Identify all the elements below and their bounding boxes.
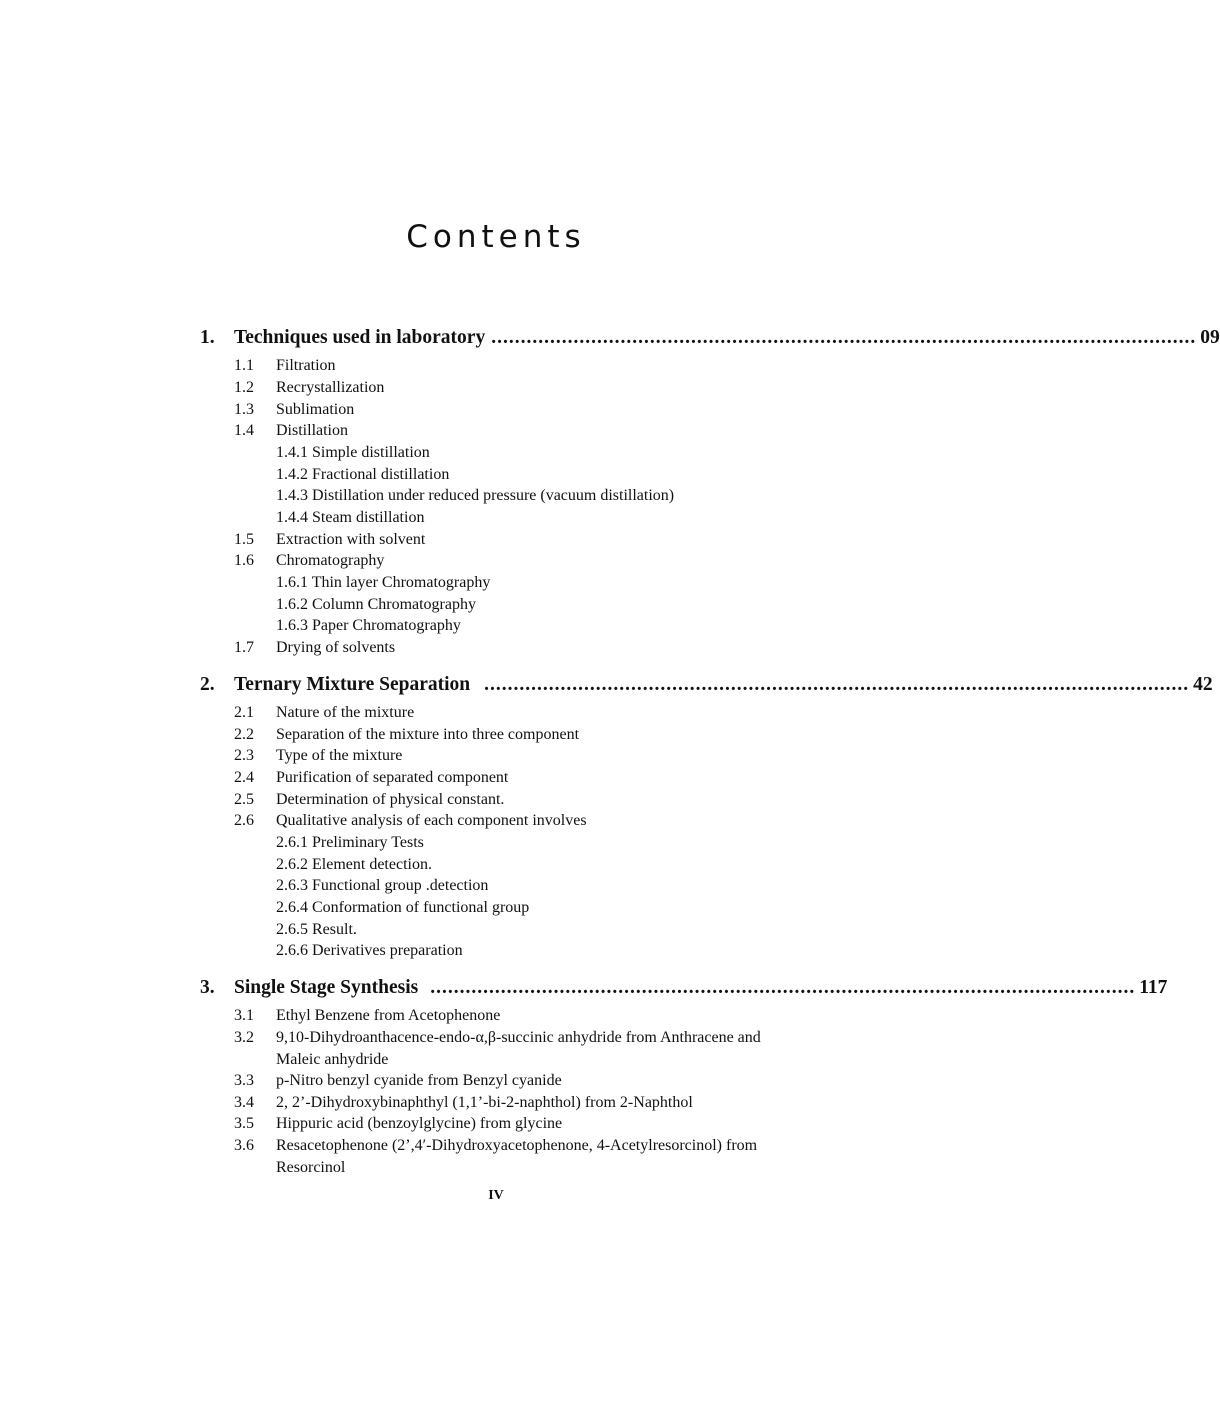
subsection-item[interactable]: 1.4.4 Steam distillation [276, 509, 425, 526]
section-number: 3.4 [234, 1094, 254, 1111]
chapter-number: 1. [200, 327, 215, 348]
section-title: Purification of separated component [276, 769, 509, 786]
chapter-1-heading[interactable] [200, 327, 1220, 349]
section-item[interactable] [234, 1027, 790, 1070]
section-title: Ethyl Benzene from Acetophenone [276, 1007, 501, 1024]
dot-leader: ........................................................................................................................ [430, 977, 1136, 998]
chapter-page-number: 09 [1200, 327, 1220, 348]
subsection-item[interactable]: 1.6.1 Thin layer Chromatography [276, 574, 491, 591]
subsection-item[interactable]: 1.6.3 Paper Chromatography [276, 617, 461, 634]
subsection-item[interactable]: 2.6.4 Conformation of functional group [276, 899, 530, 916]
section-title: 2, 2’-Dihydroxybinaphthyl (1,1’-bi-2-naphthol) from 2-Naphthol [276, 1094, 693, 1111]
section-item[interactable] [234, 377, 790, 399]
section-item[interactable] [234, 789, 790, 811]
section-item[interactable] [234, 767, 790, 789]
section-number: 2.6 [234, 812, 254, 829]
chapter-number: 2. [200, 674, 215, 695]
section-title: Hippuric acid (benzoylglycine) from glycine [276, 1115, 563, 1132]
section-title: Drying of solvents [276, 639, 396, 656]
section-title: Nature of the mixture [276, 704, 415, 721]
section-number: 1.7 [234, 639, 254, 656]
section-item[interactable] [234, 637, 790, 659]
section-title: Distillation [276, 422, 348, 439]
section-title: 9,10-Dihydroanthacence-endo-α,β-succinic anhydride from Anthracene and Maleic anhydride [276, 1029, 761, 1068]
section-number: 3.2 [234, 1029, 254, 1046]
section-number: 2.4 [234, 769, 254, 786]
section-item[interactable] [234, 550, 790, 572]
section-title: Type of the mixture [276, 747, 403, 764]
section-number: 2.5 [234, 791, 254, 808]
section-title: Extraction with solvent [276, 531, 426, 548]
section-title: Recrystallization [276, 379, 385, 396]
section-number: 3.1 [234, 1007, 254, 1024]
chapter-title: Single Stage Synthesis [234, 977, 419, 998]
subsection-item[interactable]: 2.6.3 Functional group .detection [276, 877, 489, 894]
page-title: Contents [406, 219, 586, 255]
section-number: 1.6 [234, 552, 254, 569]
chapter-title: Techniques used in laboratory [234, 327, 486, 348]
section-title: Determination of physical constant. [276, 791, 505, 808]
section-item[interactable] [234, 702, 790, 724]
section-number: 3.3 [234, 1072, 254, 1089]
section-number: 3.6 [234, 1137, 254, 1154]
section-number: 2.1 [234, 704, 254, 721]
section-number: 2.3 [234, 747, 254, 764]
chapter-2-heading[interactable] [200, 674, 1213, 696]
section-item[interactable] [234, 1092, 790, 1114]
section-number: 3.5 [234, 1115, 254, 1132]
section-item[interactable] [234, 1070, 790, 1092]
subsection-item[interactable]: 1.4.1 Simple distillation [276, 444, 430, 461]
subsection-item[interactable]: 2.6.5 Result. [276, 921, 357, 938]
section-title: p-Nitro benzyl cyanide from Benzyl cyanide [276, 1072, 562, 1089]
section-title: Filtration [276, 357, 336, 374]
section-item[interactable] [234, 1005, 790, 1027]
section-item[interactable] [234, 1113, 790, 1135]
section-title: Qualitative analysis of each component involves [276, 812, 587, 829]
section-number: 1.3 [234, 401, 254, 418]
section-number: 1.5 [234, 531, 254, 548]
subsection-item[interactable]: 2.6.1 Preliminary Tests [276, 834, 424, 851]
section-item[interactable] [234, 1135, 790, 1178]
section-item[interactable] [234, 420, 790, 442]
dot-leader: ........................................................................................................................ [491, 327, 1197, 348]
chapter-number: 3. [200, 977, 215, 998]
section-number: 2.2 [234, 726, 254, 743]
dot-leader: ........................................................................................................................ [484, 674, 1190, 695]
subsection-item[interactable]: 2.6.6 Derivatives preparation [276, 942, 463, 959]
subsection-item[interactable]: 1.6.2 Column Chromatography [276, 596, 476, 613]
chapter-page-number: 42 [1193, 674, 1213, 695]
section-title: Sublimation [276, 401, 355, 418]
section-item[interactable] [234, 745, 790, 767]
section-title: Separation of the mixture into three component [276, 726, 580, 743]
subsection-item[interactable]: 1.4.2 Fractional distillation [276, 466, 450, 483]
section-item[interactable] [234, 810, 790, 832]
section-number: 1.4 [234, 422, 254, 439]
section-title: Resacetophenone (2’,4′-Dihydroxyacetophenone, 4-Acetylresorcinol) from Resorcinol [276, 1137, 758, 1176]
chapter-title: Ternary Mixture Separation [234, 674, 471, 695]
section-title: Chromatography [276, 552, 385, 569]
chapter-page-number: 117 [1139, 977, 1168, 998]
section-item[interactable] [234, 399, 790, 421]
section-number: 1.2 [234, 379, 254, 396]
subsection-item[interactable]: 2.6.2 Element detection. [276, 856, 432, 873]
chapter-3-heading[interactable] [200, 977, 1168, 999]
page-number-folio: IV [488, 1188, 504, 1203]
subsection-item[interactable]: 1.4.3 Distillation under reduced pressure (vacuum distillation) [276, 487, 675, 504]
section-item[interactable] [234, 355, 790, 377]
section-item[interactable] [234, 724, 790, 746]
section-item[interactable] [234, 529, 790, 551]
section-number: 1.1 [234, 357, 254, 374]
